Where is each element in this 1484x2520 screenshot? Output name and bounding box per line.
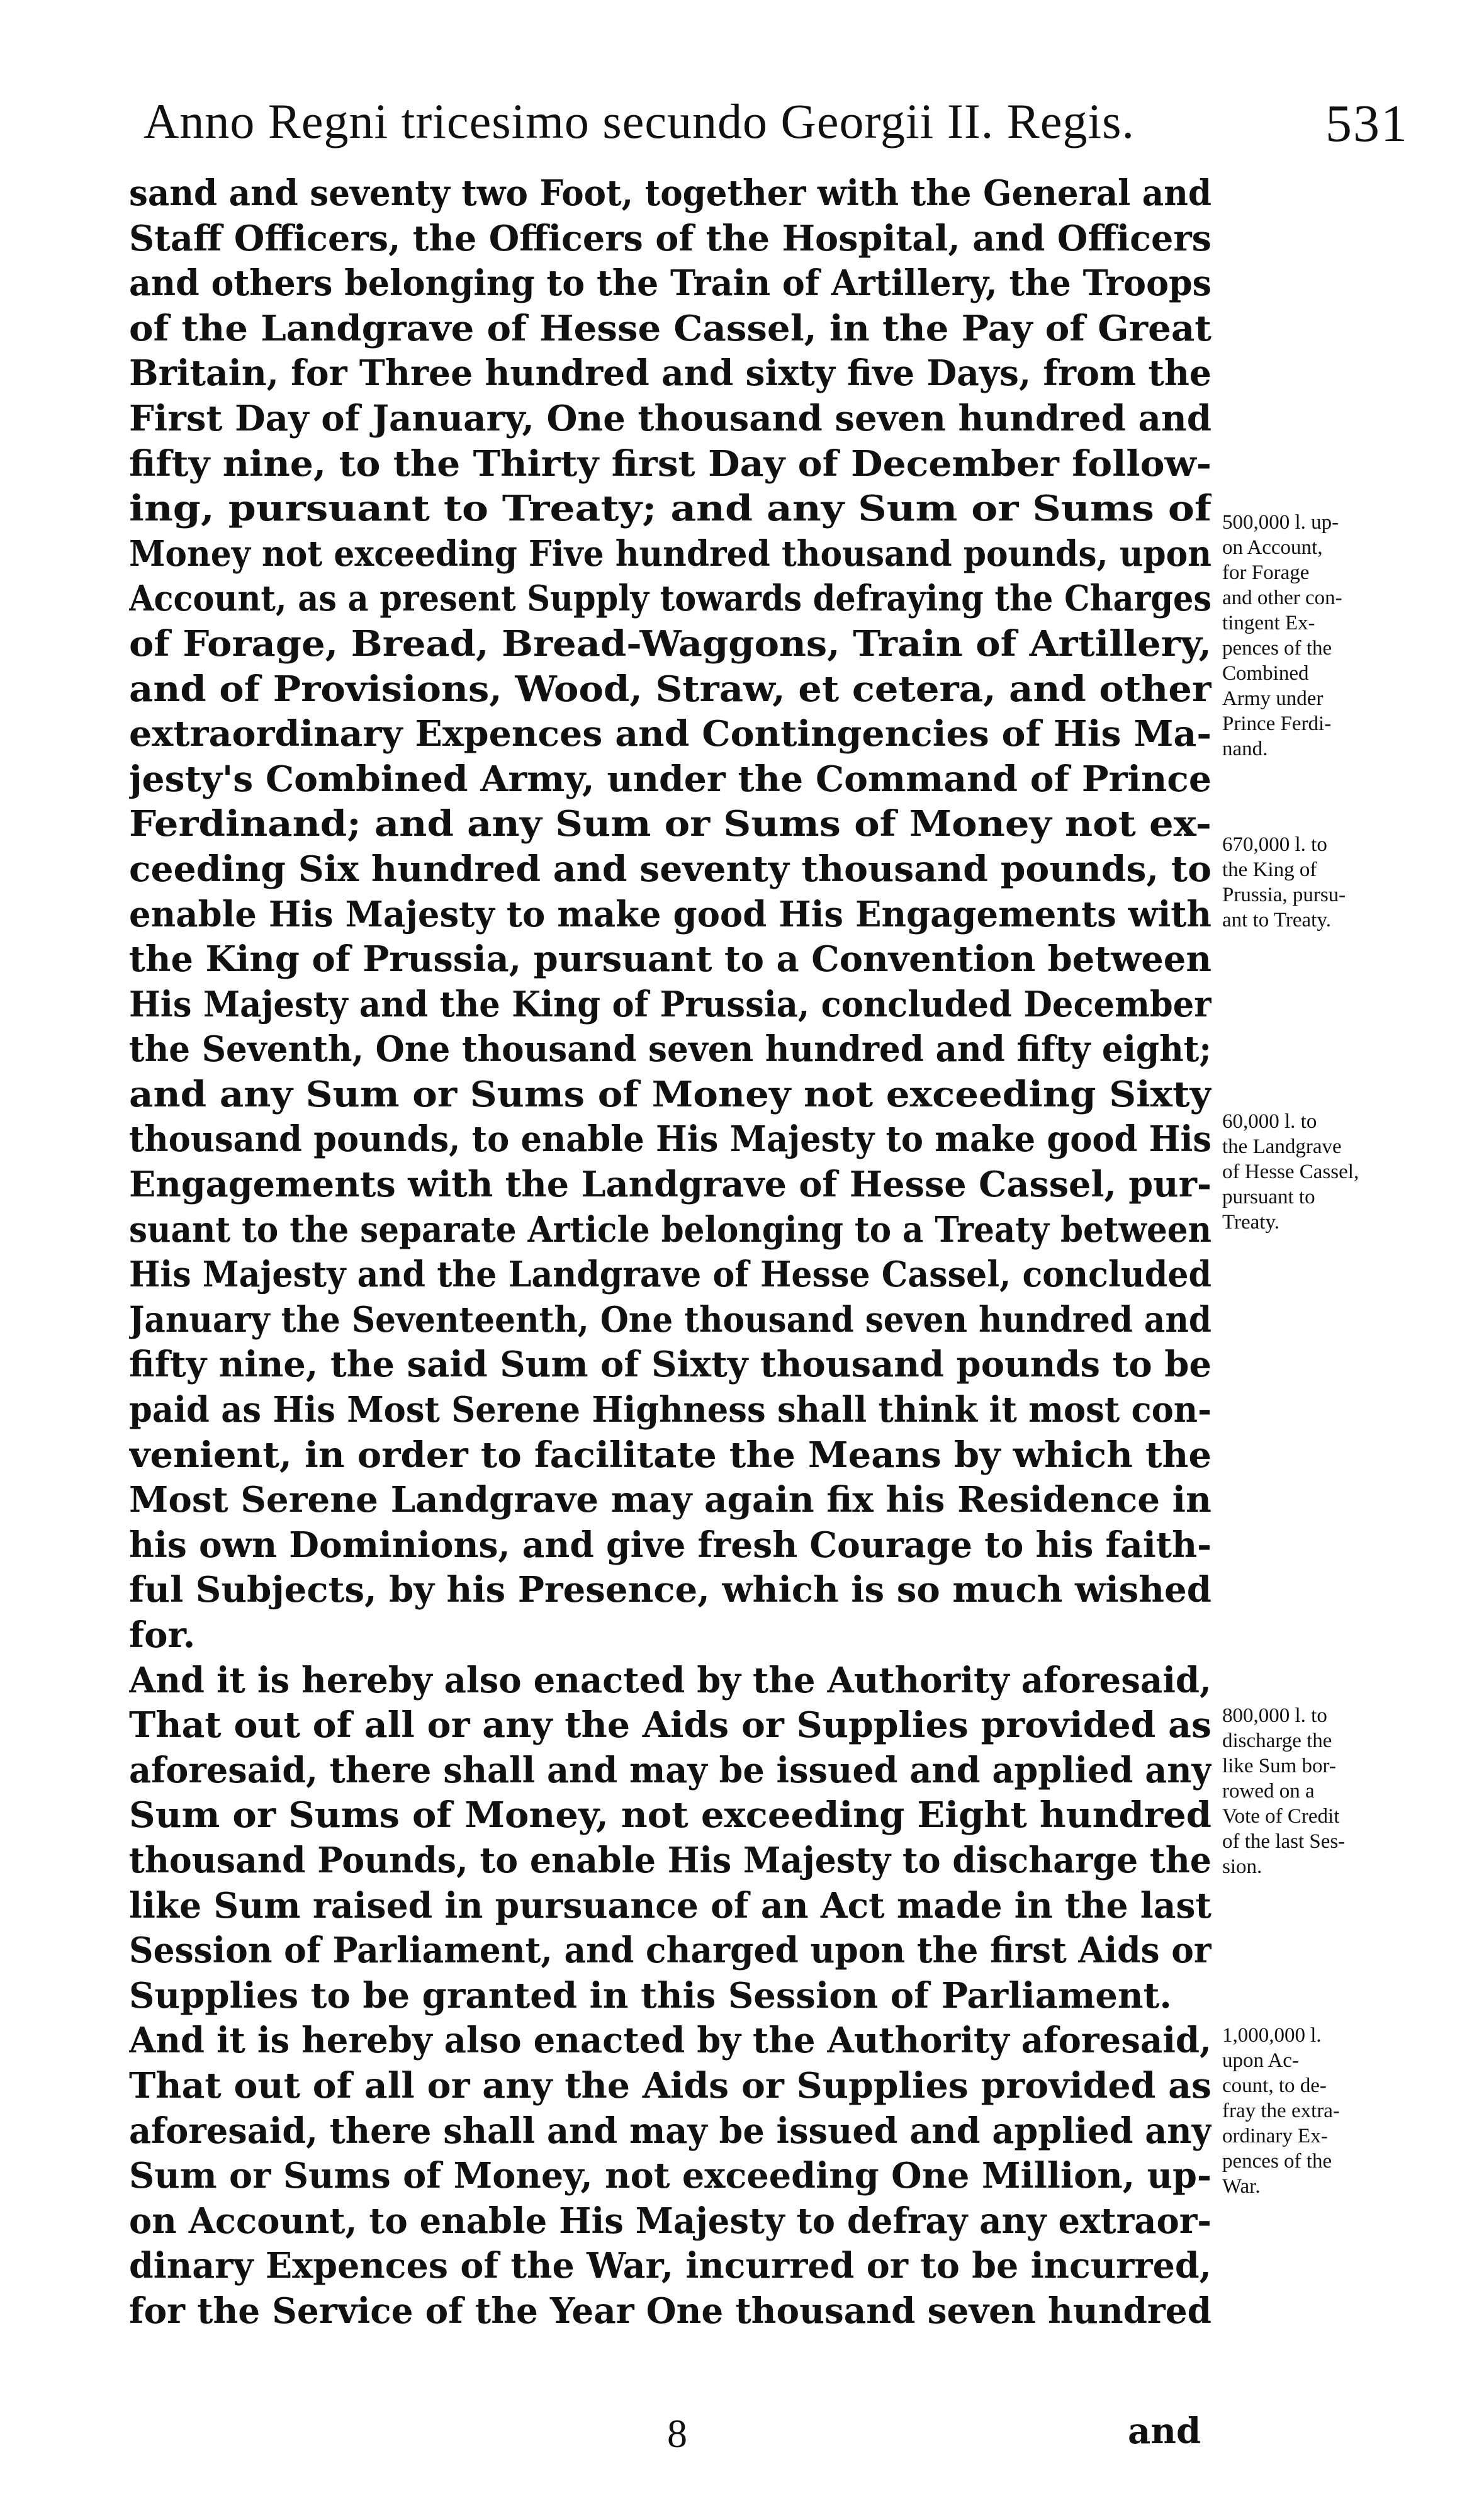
text-line-content: ful Subjects, by his Presence, which is so much wished — [129, 1569, 1211, 1611]
text-line-content: fifty nine, to the Thirty first Day of December follow- — [129, 442, 1211, 485]
text-line-content: the King of Prussia, pursuant to a Convention between — [129, 938, 1211, 981]
text-line-content: That out of all or any the Aids or Supplies provided as — [129, 1704, 1211, 1747]
margin-note-line: 800,000 l. to — [1222, 1704, 1327, 1727]
text-line — [129, 1568, 1211, 1613]
margin-note-line: Prince Ferdi- — [1222, 712, 1332, 735]
margin-note-line: of Hesse Cassel, — [1222, 1161, 1359, 1183]
text-line — [129, 1072, 1211, 1118]
page-header — [143, 93, 1408, 162]
margin-note-line: ordinary Ex- — [1222, 2125, 1328, 2147]
text-line-content: jesty's Combined Army, under the Command of Prince — [129, 758, 1211, 800]
text-line — [129, 667, 1211, 712]
margin-note — [1222, 832, 1411, 933]
text-line — [129, 712, 1211, 757]
text-line — [129, 217, 1211, 262]
text-line — [129, 261, 1211, 307]
text-line-content: Supplies to be granted in this Session of Parliament. — [129, 1974, 1172, 2017]
margin-note-line: Army under — [1222, 687, 1324, 710]
margin-note-line: on Account, — [1222, 536, 1323, 559]
text-line — [129, 937, 1211, 982]
margin-note-line: of the last Ses- — [1222, 1830, 1346, 1853]
text-line-content: That out of all or any the Aids or Supplies provided as — [129, 2064, 1211, 2107]
margin-note-line: ant to Treaty. — [1222, 909, 1331, 931]
text-line — [129, 1478, 1211, 1523]
margin-note-line: fray the extra- — [1222, 2100, 1340, 2122]
text-line-content: paid as His Most Serene Highness shall think it most con- — [129, 1389, 1211, 1431]
margin-note-line: sion. — [1222, 1855, 1262, 1878]
margin-note — [1222, 2023, 1411, 2199]
text-line-content: His Majesty and the Landgrave of Hesse Cassel, concluded — [129, 1254, 1211, 1296]
text-line — [129, 1748, 1211, 1794]
text-line — [129, 1613, 1211, 1658]
text-line — [129, 847, 1211, 892]
text-line-content: January the Seventeenth, One thousand seven hundred and — [129, 1298, 1211, 1341]
margin-note-line: the Landgrave — [1222, 1135, 1342, 1158]
text-line-content: Session of Parliament, and charged upon the first Aids or — [129, 1930, 1211, 1972]
text-line-content: Britain, for Three hundred and sixty five Days, from the — [129, 352, 1211, 395]
text-line-content: ceeding Six hundred and seventy thousand pounds, to — [129, 848, 1211, 890]
text-line — [129, 1342, 1211, 1388]
text-line — [129, 351, 1211, 397]
text-line-content: His Majesty and the King of Prussia, concluded December — [129, 983, 1211, 1025]
text-line — [129, 892, 1211, 938]
text-line-content: sand and seventy two Foot, together with the General and — [129, 172, 1211, 214]
margin-note-line: tingent Ex- — [1222, 612, 1315, 634]
margin-note-line: nand. — [1222, 738, 1268, 760]
margin-note-line: pursuant to — [1222, 1186, 1315, 1208]
margin-note — [1222, 1703, 1411, 1879]
text-line — [129, 802, 1211, 847]
text-line — [129, 1793, 1211, 1838]
text-line-content: of Forage, Bread, Bread-Waggons, Train of Artillery, — [129, 622, 1211, 665]
text-line-content: thousand Pounds, to enable His Majesty to discharge the — [129, 1839, 1211, 1881]
page-footer — [0, 2410, 1484, 2473]
text-line — [129, 1252, 1211, 1298]
margin-note-line: rowed on a — [1222, 1780, 1315, 1803]
signature-mark: 8 — [667, 2411, 687, 2456]
text-line-content: Money not exceeding Five hundred thousand pounds, upon — [129, 532, 1211, 575]
margin-note-line: like Sum bor- — [1222, 1755, 1336, 1777]
text-line — [129, 1703, 1211, 1748]
text-line-content: dinary Expences of the War, incurred or to be incurred, — [129, 2245, 1211, 2287]
margin-note-line: pences of the — [1222, 2150, 1332, 2173]
text-line-content: on Account, to enable His Majesty to defray any extraor- — [129, 2200, 1211, 2242]
text-line-content: and any Sum or Sums of Money not exceeding Sixty — [129, 1073, 1211, 1115]
text-line-content: aforesaid, there shall and may be issued and applied any — [129, 1749, 1211, 1791]
page-number: 531 — [1325, 94, 1408, 153]
margin-note-line: 500,000 l. up- — [1222, 511, 1339, 534]
text-line-content: fifty nine, the said Sum of Sixty thousand pounds to be — [129, 1344, 1211, 1386]
text-line-content: Sum or Sums of Money, not exceeding Eight hundred — [129, 1794, 1211, 1837]
running-title: Anno Regni tricesimo secundo Georgii II. Regis. — [143, 94, 1135, 149]
margin-note-line: the King of — [1222, 858, 1317, 881]
text-line — [129, 757, 1211, 802]
text-line-content: extraordinary Expences and Contingencies of His Ma- — [129, 713, 1211, 755]
margin-note-line: for Forage — [1222, 561, 1310, 584]
text-line — [129, 532, 1211, 577]
text-line — [129, 1658, 1211, 1704]
text-line-content: venient, in order to facilitate the Means by which the — [129, 1434, 1211, 1476]
text-line — [129, 2154, 1211, 2199]
text-line — [129, 487, 1211, 532]
text-line-content: ing, pursuant to Treaty; and any Sum or Sums of — [129, 488, 1211, 530]
text-line-content: the Seventh, One thousand seven hundred and fifty eight; — [129, 1028, 1211, 1071]
margin-note-line: 1,000,000 l. — [1222, 2024, 1322, 2047]
margin-note-line: Prussia, pursu- — [1222, 884, 1346, 906]
margin-note-line: and other con- — [1222, 587, 1342, 609]
margin-note — [1222, 1109, 1411, 1235]
text-line-content: and of Provisions, Wood, Straw, et cetera, and other — [129, 668, 1211, 710]
text-line-content: thousand pounds, to enable His Majesty to make good His — [129, 1118, 1211, 1161]
text-line — [129, 1838, 1211, 1884]
margin-note-line: 670,000 l. to — [1222, 833, 1327, 856]
text-line — [129, 2289, 1211, 2334]
main-text — [129, 171, 1211, 2334]
text-line — [129, 2109, 1211, 2154]
text-line — [129, 2064, 1211, 2109]
text-line — [129, 1117, 1211, 1162]
text-line — [129, 1884, 1211, 1929]
text-line-content: like Sum raised in pursuance of an Act made in the last — [129, 1884, 1211, 1927]
margin-note-line: 60,000 l. to — [1222, 1110, 1317, 1133]
margin-note-line: count, to de- — [1222, 2074, 1327, 2097]
margin-note-line: upon Ac- — [1222, 2049, 1299, 2072]
text-line-content: Engagements with the Landgrave of Hesse Cassel, pur- — [129, 1164, 1211, 1206]
text-line — [129, 1208, 1211, 1253]
text-line-content: Most Serene Landgrave may again fix his Residence in — [129, 1479, 1211, 1521]
text-line — [129, 622, 1211, 667]
margin-note-line: Treaty. — [1222, 1211, 1280, 1234]
text-line-content: for the Service of the Year One thousand seven hundred — [129, 2290, 1211, 2332]
text-line-content: and others belonging to the Train of Artillery, the Troops — [129, 262, 1211, 305]
text-line — [129, 171, 1211, 217]
text-line — [129, 1974, 1211, 2019]
text-line-content: his own Dominions, and give fresh Courage to his faith- — [129, 1524, 1211, 1566]
text-line-content: Account, as a present Supply towards defraying the Charges — [129, 578, 1211, 620]
text-line — [129, 1027, 1211, 1072]
text-line — [129, 2018, 1211, 2064]
text-line-content: And it is hereby also enacted by the Authority aforesaid, — [129, 1659, 1211, 1701]
text-line-content: Staff Officers, the Officers of the Hospital, and Officers — [129, 217, 1211, 259]
text-line — [129, 1298, 1211, 1343]
text-line-content: enable His Majesty to make good His Engagements with — [129, 893, 1211, 935]
margin-note-line: War. — [1222, 2175, 1261, 2198]
text-line — [129, 577, 1211, 622]
text-line — [129, 2199, 1211, 2244]
text-line — [129, 1388, 1211, 1433]
text-line — [129, 442, 1211, 487]
margin-note-line: Combined — [1222, 662, 1309, 685]
margin-note-line: discharge the — [1222, 1730, 1332, 1752]
text-line-content: suant to the separate Article belonging to a Treaty between — [129, 1208, 1211, 1251]
text-line — [129, 1928, 1211, 1974]
text-line — [129, 1162, 1211, 1208]
text-line-content: First Day of January, One thousand seven hundred and — [129, 397, 1211, 439]
margin-note-line: pences of the — [1222, 637, 1332, 660]
margin-note-line: Vote of Credit — [1222, 1805, 1340, 1828]
text-line-content: for. — [129, 1614, 196, 1656]
text-line-content: And it is hereby also enacted by the Authority aforesaid, — [129, 2020, 1211, 2062]
text-line-content: Sum or Sums of Money, not exceeding One Million, up- — [129, 2155, 1211, 2197]
text-line — [129, 1433, 1211, 1478]
text-line-content: of the Landgrave of Hesse Cassel, in the Pay of Great — [129, 307, 1211, 349]
catchword: and — [1128, 2410, 1201, 2452]
text-line — [129, 1523, 1211, 1568]
text-line — [129, 2244, 1211, 2289]
text-line-content: aforesaid, there shall and may be issued and applied any — [129, 2110, 1211, 2152]
text-line — [129, 307, 1211, 352]
text-line — [129, 982, 1211, 1028]
margin-note — [1222, 510, 1411, 762]
text-line-content: Ferdinand; and any Sum or Sums of Money not ex- — [129, 803, 1211, 845]
text-line — [129, 397, 1211, 442]
